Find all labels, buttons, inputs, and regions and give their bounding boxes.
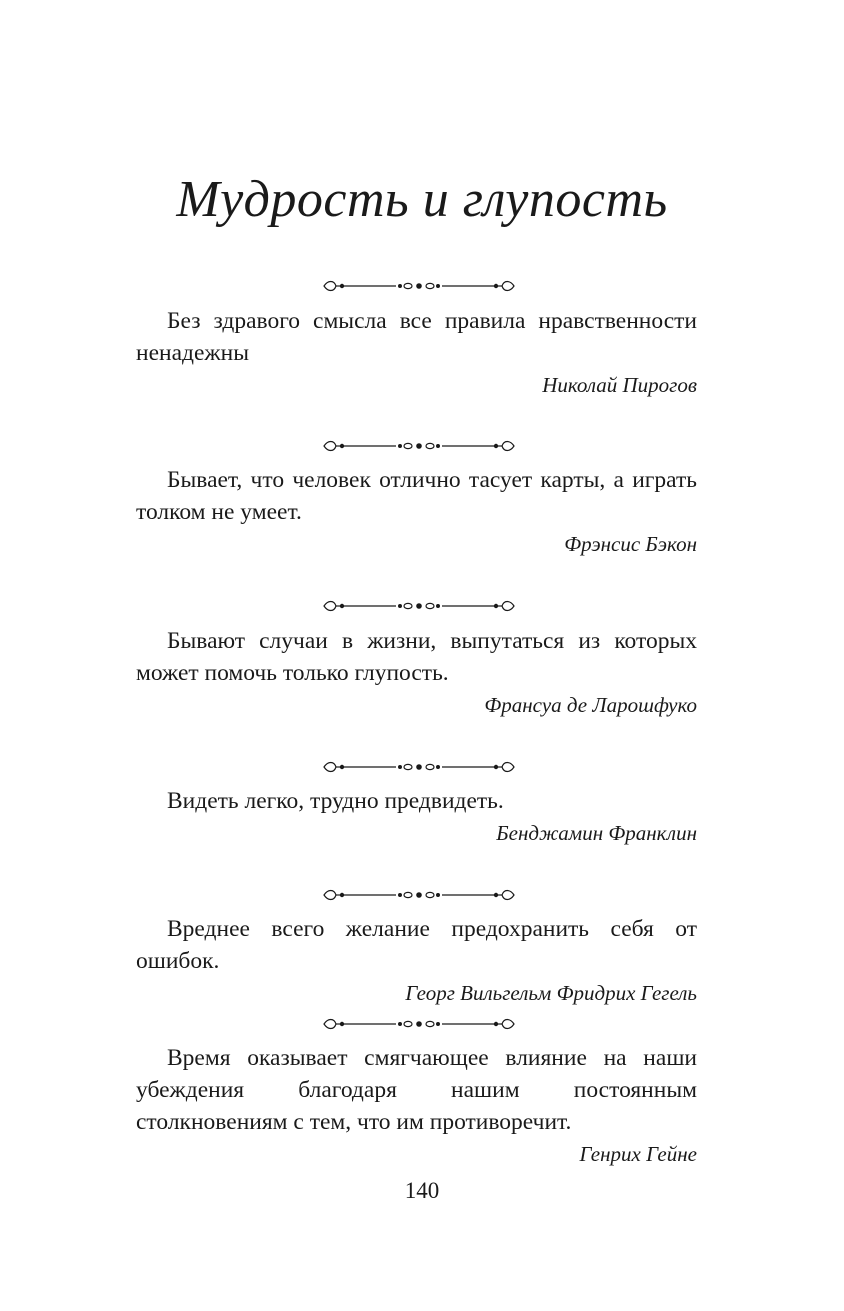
quote-author: Генрих Гейне	[579, 1142, 697, 1166]
quote-author: Николай Пирогов	[542, 373, 697, 397]
quote-author: Фрэнсис Бэкон	[564, 532, 697, 556]
quote-block	[136, 305, 697, 401]
page-number: 140	[404, 1178, 440, 1203]
quote-block	[136, 785, 697, 849]
ornament-divider-icon	[322, 887, 516, 903]
ornament-divider-icon	[322, 1016, 516, 1032]
quote-text: Вреднее всего желание предохранить себя от ошибок.	[136, 916, 697, 974]
quote-block	[136, 913, 697, 1009]
ornament-divider-icon	[322, 278, 516, 294]
quote-text: Видеть легко, трудно предвидеть.	[167, 788, 504, 814]
quote-text: Время оказывает смягчающее влияние на наши убеждения благодаря нашим постоянным столкновениям с тем, что им противоречит.	[136, 1045, 697, 1135]
quote-author: Георг Вильгельм Фридрих Гегель	[405, 981, 697, 1005]
chapter-title: Мудрость и глупость	[176, 171, 668, 228]
quote-author: Бенджамин Франклин	[496, 821, 697, 845]
ornament-divider-icon	[322, 438, 516, 454]
quote-block	[136, 464, 697, 560]
ornament-divider-icon	[322, 759, 516, 775]
quote-text: Бывают случаи в жизни, выпутаться из которых может помочь только глупость.	[136, 628, 697, 686]
quote-block	[136, 625, 697, 721]
ornament-divider-icon	[322, 598, 516, 614]
quote-block	[136, 1042, 697, 1170]
quote-text: Без здравого смысла все правила нравственности ненадежны	[136, 308, 697, 366]
quote-author: Франсуа де Ларошфуко	[484, 693, 697, 717]
quote-text: Бывает, что человек отлично тасует карты, а играть толком не умеет.	[136, 467, 697, 525]
